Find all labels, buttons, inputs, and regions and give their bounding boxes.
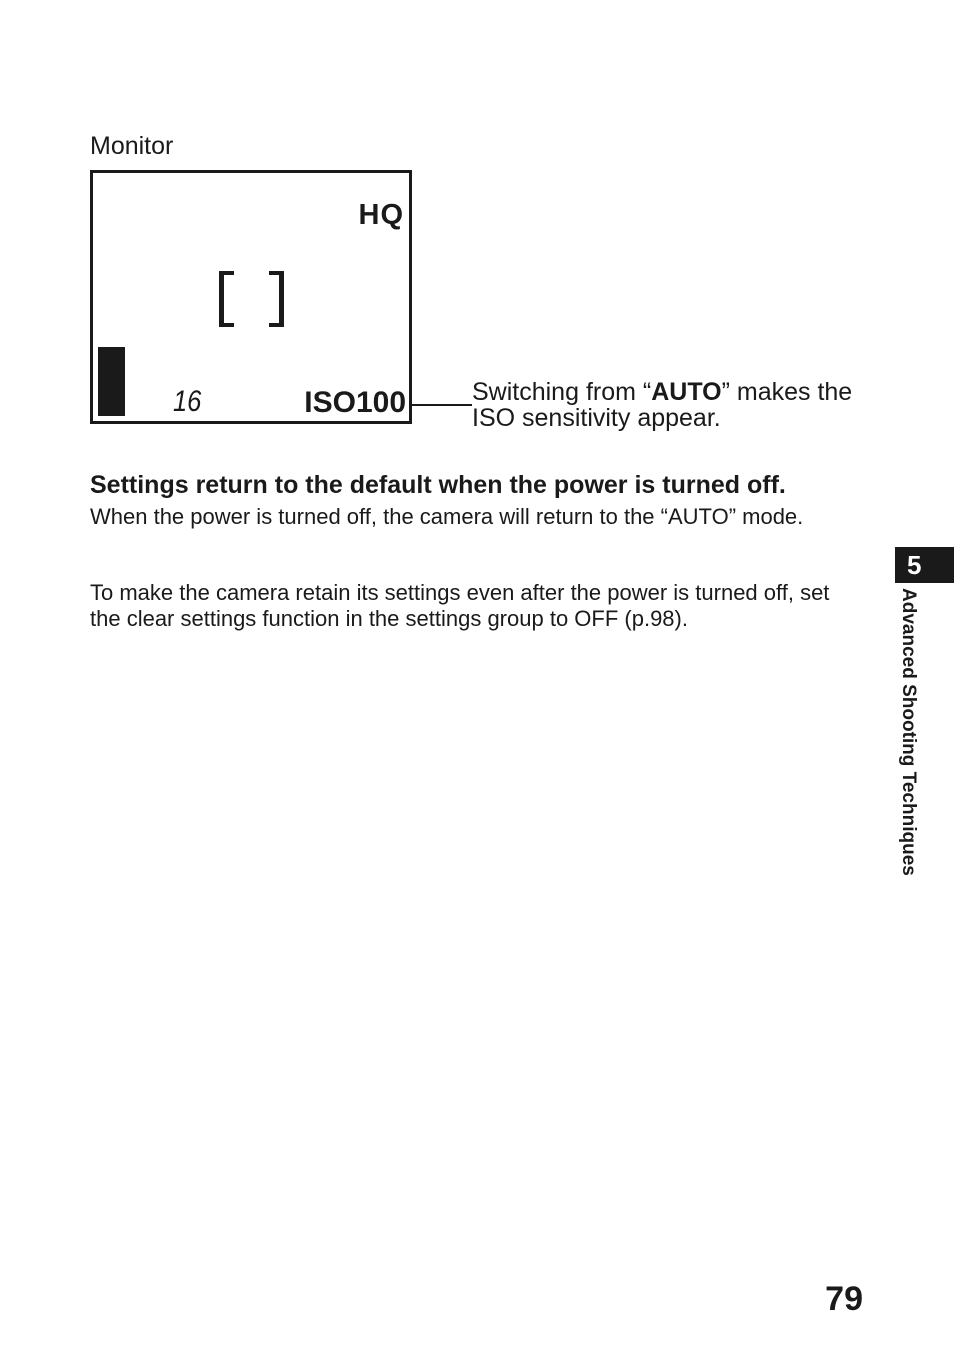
section-heading: Settings return to the default when the power is turned off.: [90, 471, 786, 499]
page-number: 79: [825, 1280, 863, 1318]
callout-text-after: ” makes the ISO sensitivity appear.: [472, 378, 853, 432]
quality-indicator: HQ: [358, 199, 404, 231]
battery-bar-icon: [98, 347, 125, 416]
paragraph-auto-mode: When the power is turned off, the camera will return to the “AUTO” mode.: [90, 504, 804, 529]
monitor-screen: [90, 170, 412, 424]
chapter-title: Advanced Shooting Techniques: [898, 588, 919, 876]
callout-leader-line: [409, 404, 472, 406]
paragraph-retain-settings: To make the camera retain its settings even after the power is turned off, set the clear settings function in the settings group to OFF (p.98).: [90, 580, 830, 631]
callout-emphasis: AUTO: [651, 378, 722, 406]
iso-callout: [472, 379, 872, 431]
chapter-tab: 5: [895, 547, 954, 583]
frame-count: 16: [173, 385, 202, 418]
callout-text-before: Switching from “: [472, 378, 652, 406]
iso-readout: ISO100: [304, 386, 406, 419]
monitor-label: Monitor: [90, 132, 174, 160]
af-frame-right-bracket: [269, 271, 284, 327]
af-frame-left-bracket: [219, 271, 234, 327]
